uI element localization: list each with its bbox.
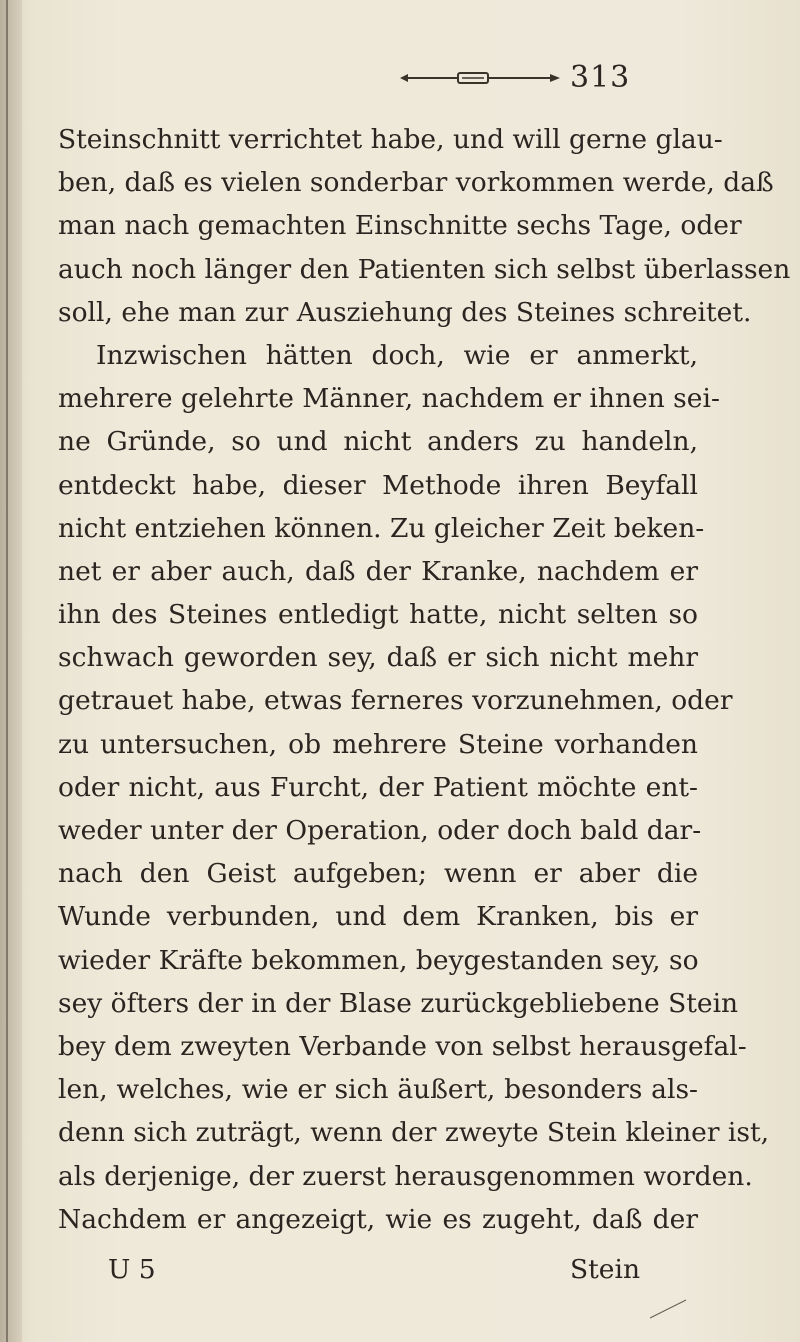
text-line: oder nicht, aus Furcht, der Patient möchte ent- [58, 771, 698, 803]
text-line: auch noch länger den Patienten sich selbst überlassen [58, 253, 791, 285]
text-line: als derjenige, der zuerst herausgenommen worden. [58, 1160, 753, 1192]
text-line: bey dem zweyten Verbande von selbst herausgefal- [58, 1030, 747, 1062]
text-line: ihn des Steines entledigt hatte, nicht selten so [58, 599, 698, 631]
pencil-mark-icon [648, 1296, 688, 1320]
text-line: denn sich zuträgt, wenn der zweyte Stein kleiner ist, [58, 1117, 770, 1149]
text-line: Nachdem er angezeigt, wie es zugeht, daß der [58, 1203, 698, 1235]
catchword: Stein [570, 1254, 641, 1285]
text-line: mehrere gelehrte Männer, nachdem er ihnen sei- [58, 383, 720, 415]
text-line: weder unter der Operation, oder doch bald dar- [58, 815, 702, 846]
text-line: entdeckt habe, dieser Methode ihren Beyfall [58, 469, 698, 501]
text-line: ben, daß es vielen sonderbar vorkommen werde, daß [58, 167, 774, 199]
body-text [58, 118, 791, 1241]
text-line: soll, ehe man zur Ausziehung des Steines schreitet. [58, 296, 752, 328]
text-line: sey öfters der in der Blase zurückgebliebene Stein [58, 987, 739, 1019]
binding-edge [6, 0, 8, 1342]
text-line: man nach gemachten Einschnitte sechs Tage, oder [58, 210, 742, 242]
text-line: Wunde verbunden, und dem Kranken, bis er [58, 901, 698, 933]
text-line: len, welches, wie er sich äußert, besonders als- [58, 1074, 698, 1106]
page-header [400, 60, 720, 100]
text-line: nach den Geist aufgeben; wenn er aber die [58, 858, 698, 890]
page-number: 313 [570, 60, 631, 95]
text-line: ne Gründe, so und nicht anders zu handeln, [58, 426, 698, 458]
text-line: Inzwischen hätten doch, wie er anmerkt, [96, 339, 698, 371]
signature-mark: U 5 [108, 1254, 156, 1285]
page-footer [58, 1254, 698, 1298]
text-line: wieder Kräfte bekommen, beygestanden sey, so [58, 944, 699, 976]
text-line: nicht entziehen können. Zu gleicher Zeit beken- [58, 512, 705, 544]
text-line: schwach geworden sey, daß er sich nicht mehr [58, 642, 698, 674]
text-line: getrauet habe, etwas ferneres vorzunehmen, oder [58, 685, 733, 717]
text-line: Steinschnitt verrichtet habe, und will gerne glau- [58, 124, 723, 155]
header-ornament-icon [400, 72, 560, 84]
text-line: net er aber auch, daß der Kranke, nachdem er [58, 555, 698, 587]
binding-gutter [0, 0, 22, 1342]
text-line: zu untersuchen, ob mehrere Steine vorhanden [58, 728, 698, 760]
